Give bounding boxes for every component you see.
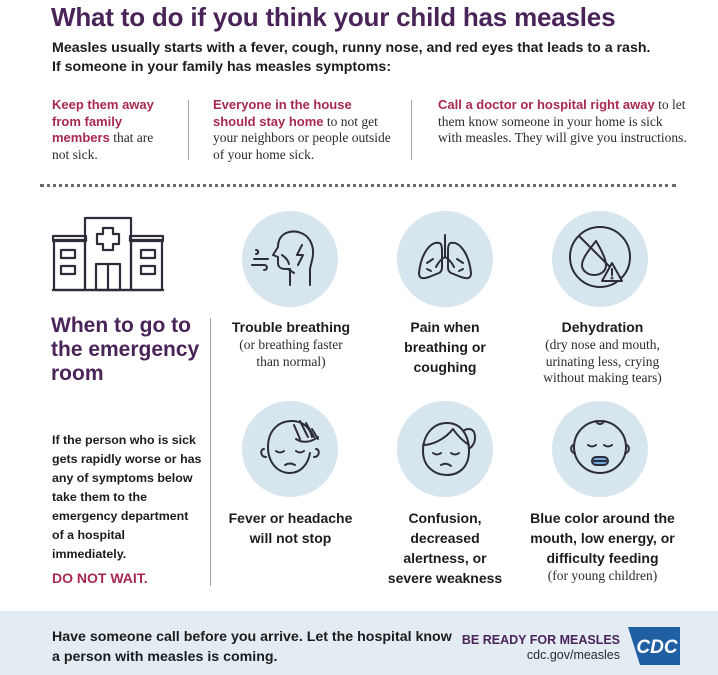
step-rest: to not get your neighbors or people outside of your home sick. <box>213 113 391 162</box>
intro-line-1: Measles usually starts with a fever, cough, runny nose, and red eyes that leads to a rash. <box>52 40 651 56</box>
emergency-title: When to go to the emergency room <box>51 314 200 385</box>
step-keep-away <box>52 97 172 163</box>
step-emphasis: Call a doctor or hospital right away <box>438 97 655 112</box>
symptom-detail: (dry nose and mouth, urinating less, crying without making tears) <box>543 337 662 385</box>
symptom-heading: Fever or headache will not stop <box>228 510 353 546</box>
step-stay-home <box>213 97 393 163</box>
tagline-text: BE READY FOR MEASLES <box>461 633 620 647</box>
step-emphasis: Keep them away from family members <box>52 97 154 145</box>
cdc-logo <box>628 627 680 665</box>
emergency-body: If the person who is sick gets rapidly worse or has any of symptoms below take them to the emergency department of a hospital immediately. <box>52 433 202 561</box>
dotted-divider <box>40 184 676 187</box>
symptom-heading: Confusion, decreased alertness, or severe weakness <box>387 510 503 586</box>
symptom-heading: Pain when breathing or coughing <box>404 319 486 375</box>
step-rest: to let them know someone in your home is sick with measles. They will give you instructions. <box>438 97 687 145</box>
cdc-url-link[interactable]: cdc.gov/measles <box>526 648 620 662</box>
lungs-icon <box>397 211 493 307</box>
cdc-logo-text: CDC <box>636 637 678 658</box>
divider <box>411 100 412 160</box>
no-water-icon <box>552 211 648 307</box>
symptom-pain-breathing <box>385 317 505 377</box>
intro-text <box>52 39 692 77</box>
campaign-tagline <box>462 633 620 663</box>
page-title: What to do if you think your child has measles <box>51 2 616 32</box>
breathing-icon <box>242 211 338 307</box>
symptom-fever-headache <box>228 508 353 548</box>
divider <box>210 318 211 586</box>
confused-face-icon <box>397 401 493 497</box>
symptom-dehydration <box>525 317 680 387</box>
step-call-doctor <box>438 97 688 147</box>
symptom-heading: Dehydration <box>561 319 644 335</box>
headache-icon <box>242 401 338 497</box>
symptom-detail: (for young children) <box>547 568 658 583</box>
symptom-detail: (or breathing faster than normal) <box>239 337 343 369</box>
step-emphasis: Everyone in the house should stay home <box>213 97 352 129</box>
symptom-heading: Blue color around the mouth, low energy, or difficulty feeding <box>530 510 675 566</box>
symptom-trouble-breathing <box>217 317 365 370</box>
footer-banner <box>0 611 718 675</box>
intro-line-2: If someone in your family has measles symptoms: <box>52 59 392 75</box>
hospital-icon <box>52 216 164 292</box>
symptom-blue-mouth <box>520 508 685 585</box>
do-not-wait-warning: DO NOT WAIT. <box>52 570 148 586</box>
divider <box>188 100 189 160</box>
footer-message: Have someone call before you arrive. Let the hospital know a person with measles is coming. <box>52 629 452 665</box>
baby-face-icon <box>552 401 648 497</box>
step-rest: that are not sick. <box>52 130 154 162</box>
symptom-heading: Trouble breathing <box>231 319 351 335</box>
symptom-confusion <box>380 508 510 588</box>
